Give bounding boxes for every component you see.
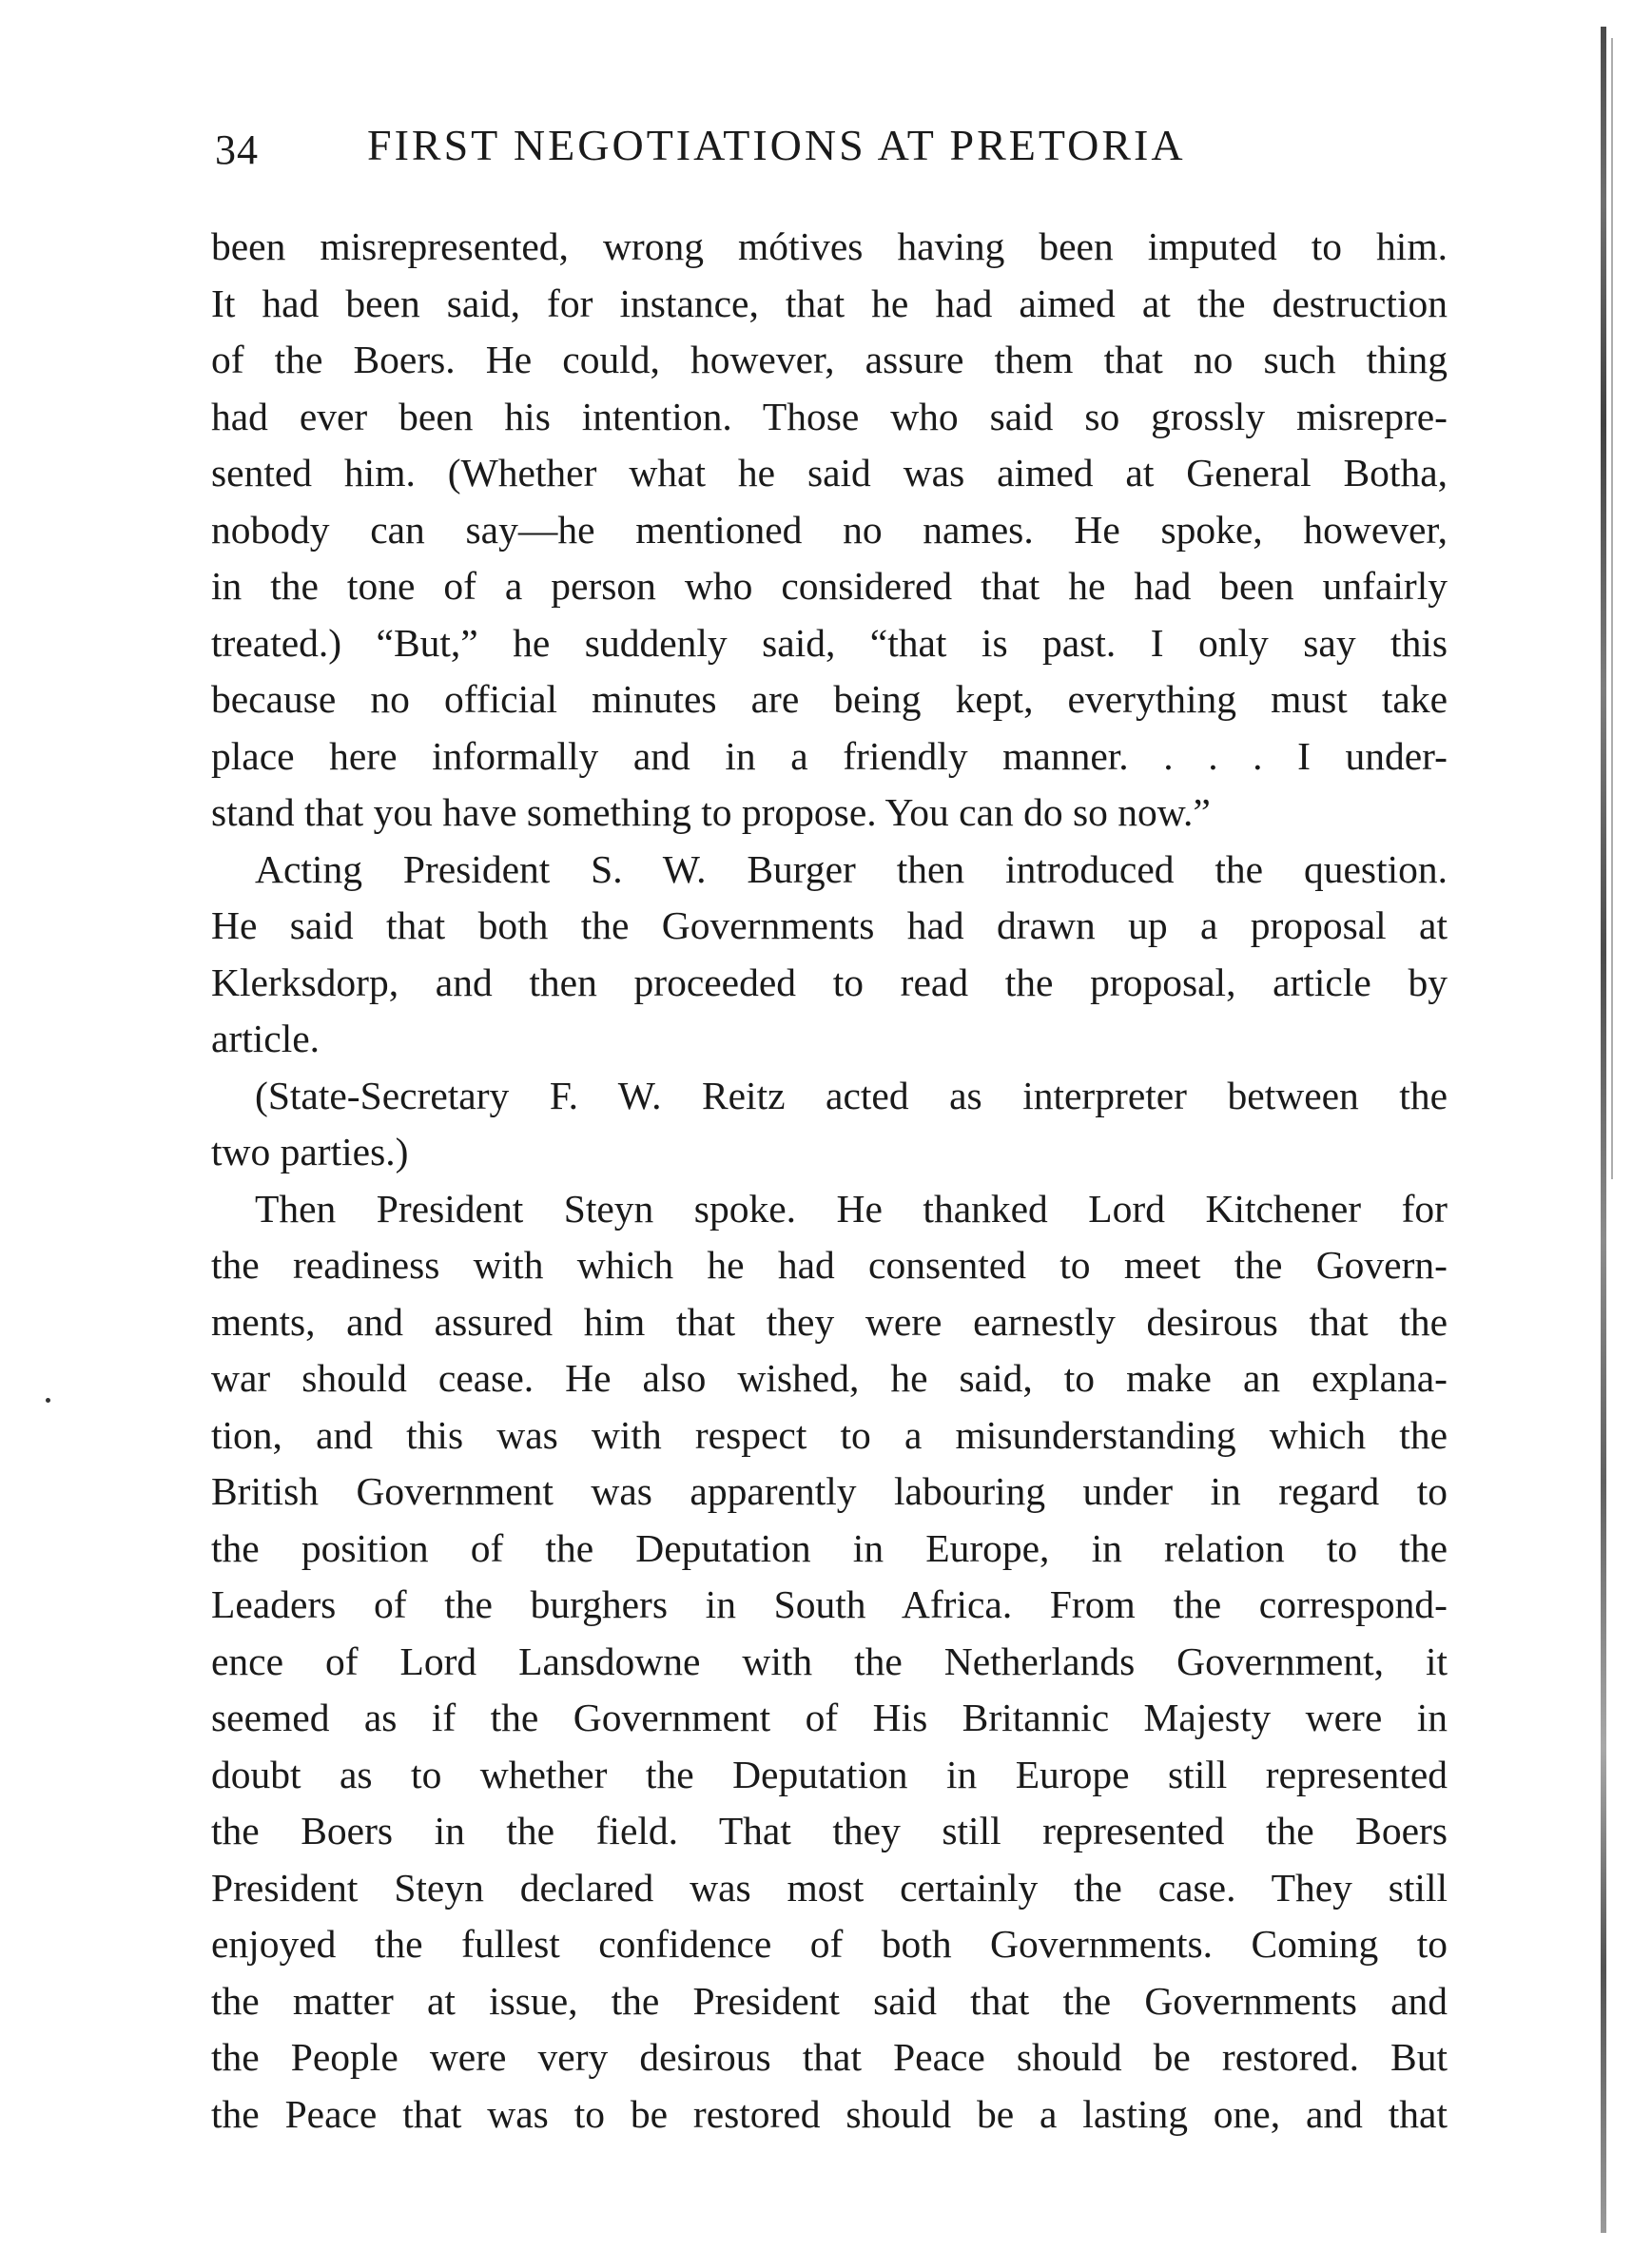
page-number: 34 (215, 126, 259, 173)
page-header (215, 120, 1309, 186)
text-line: of the Boers. He could, however, assure them that no such thing (211, 338, 1448, 381)
text-line: He said that both the Governments had drawn up a proposal at (211, 903, 1448, 947)
text-line: because no official minutes are being kept, everything must take (211, 677, 1448, 721)
text-line: It had been said, for instance, that he had aimed at the destruction (211, 281, 1448, 325)
text-line: tion, and this was with respect to a misunderstanding which the (211, 1412, 1448, 1457)
text-line: President Steyn declared was most certainly the case. They still (211, 1865, 1448, 1910)
text-line: in the tone of a person who considered that he had been unfairly (211, 564, 1448, 608)
text-line: stand that you have something to propose. You can do so now.” (211, 790, 1211, 834)
text-line: Klerksdorp, and then proceeded to read the proposal, article by (211, 960, 1448, 1004)
paragraph-start-line: Acting President S. W. Burger then introduced the question. (255, 846, 1448, 891)
text-line: ence of Lord Lansdowne with the Netherlands Government, it (211, 1639, 1448, 1683)
text-line: place here informally and in a friendly manner. . . . I under- (211, 733, 1448, 778)
text-line: sented him. (Whether what he said was aimed at General Botha, (211, 451, 1448, 495)
running-title: FIRST NEGOTIATIONS AT PRETORIA (367, 121, 1186, 169)
paragraph-start-line: (State-Secretary F. W. Reitz acted as interpreter between the (255, 1073, 1448, 1117)
text-line: treated.) “But,” he suddenly said, “that is past. I only say this (211, 620, 1448, 665)
text-line: the readiness with which he had consented to meet the Govern- (211, 1243, 1448, 1287)
text-line: ments, and assured him that they were earnestly desirous that the (211, 1299, 1448, 1344)
text-line: seemed as if the Government of His Britannic Majesty were in (211, 1696, 1448, 1739)
text-line: British Government was apparently labouring under in regard to (211, 1469, 1448, 1513)
text-line: the People were very desirous that Peace should be restored. But (211, 2035, 1448, 2079)
text-line: had ever been his intention. Those who said so grossly misrepre- (211, 394, 1448, 438)
page-edge-line (1611, 38, 1613, 1179)
text-line: war should cease. He also wished, he said, to make an explana- (211, 1356, 1448, 1400)
text-line: nobody can say—he mentioned no names. He spoke, however, (211, 507, 1448, 552)
text-line: article. (211, 1017, 321, 1060)
text-line: the position of the Deputation in Europe, in relation to the (211, 1525, 1448, 1570)
scan-speck (46, 1398, 50, 1403)
text-line: doubt as to whether the Deputation in Europe still represented (211, 1752, 1448, 1796)
text-line: two parties.) (211, 1130, 409, 1173)
text-line: Leaders of the burghers in South Africa. From the correspond- (211, 1582, 1448, 1626)
body-text (211, 219, 1448, 2143)
text-line: the Peace that was to be restored should be a lasting one, and that (211, 2091, 1448, 2136)
text-line: the Boers in the field. That they still represented the Boers (211, 1809, 1448, 1852)
text-line: been misrepresented, wrong mótives having been imputed to him. (211, 224, 1448, 268)
paragraph-start-line: Then President Steyn spoke. He thanked Lord Kitchener for (255, 1186, 1448, 1231)
text-line: the matter at issue, the President said that the Governments and (211, 1978, 1448, 2023)
text-line: enjoyed the fullest confidence of both Governments. Coming to (211, 1922, 1448, 1966)
page-edge-shadow (1601, 27, 1606, 2233)
